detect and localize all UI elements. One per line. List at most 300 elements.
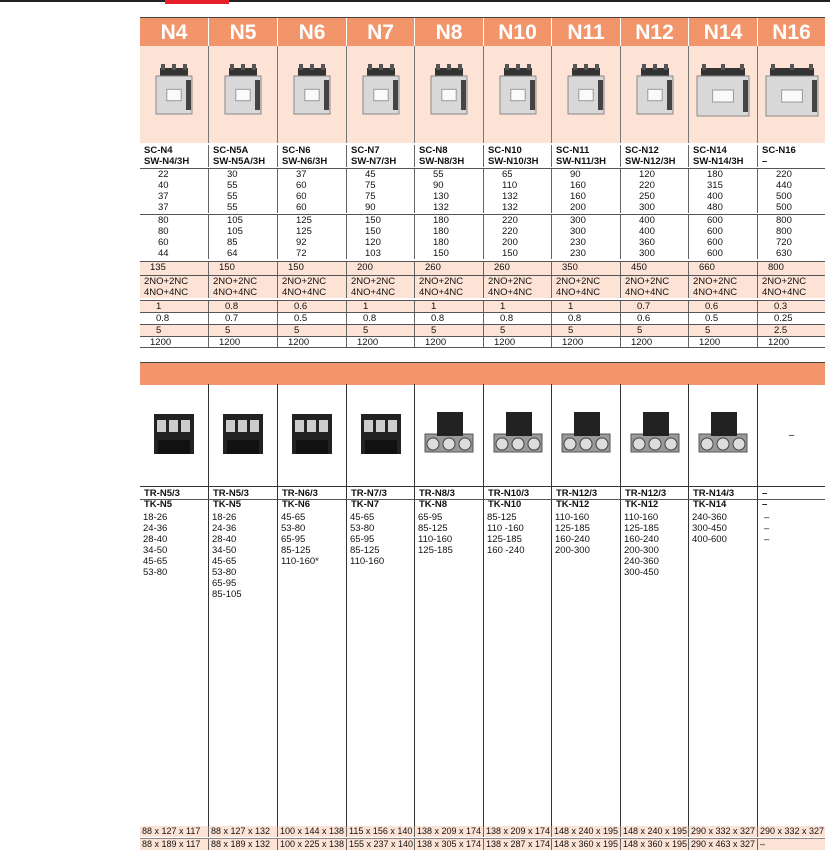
range-value: 45-65 [350,512,375,523]
aux-contact: 4NO+4NC [144,287,189,298]
model-name: TR-N14/3 [693,488,735,499]
aux-contact: 4NO+4NC [213,287,258,298]
aux-cell [414,276,483,298]
aux-contact: 2NO+2NC [625,276,670,287]
dimension-cell: 138 x 305 x 174 [414,839,483,850]
value-cell: 80 [158,226,169,237]
relay-photo-cell [208,384,277,486]
value-cell: 200 [346,262,414,275]
range-column [551,486,620,826]
model-name: SC-N8 [419,145,448,156]
row-divider [140,324,825,325]
row-divider [140,336,825,337]
table-bottom-rule [140,347,825,348]
value-cell: 220 [483,215,551,226]
model-name: SC-N14 [693,145,727,156]
frame-size-label: N11 [551,18,620,47]
value-cell: 44 [158,248,169,259]
range-value: 300-450 [692,523,727,534]
dimension-cell: 148 x 360 x 195 [620,839,688,850]
contactor-image [625,60,685,130]
aux-cell [483,276,551,298]
range-value: 45-65 [281,512,306,523]
value-cell: 150 [414,248,483,259]
value-cell: 125 [277,215,346,226]
value-cell: 300 [551,215,620,226]
value-cell: 55 [208,180,277,191]
value-cell: 0.6 [688,301,757,312]
value-row [140,169,825,180]
row-divider [140,168,825,169]
value-row [140,325,825,336]
dimension-cell: 88 x 127 x 117 [142,826,201,836]
value-cell: 150 [483,248,551,259]
value-cell: 720 [757,237,825,248]
model-name: – [762,499,768,510]
model-name: – [762,156,768,167]
range-value: 65-95 [350,534,375,545]
range-value: 160-240 [624,534,659,545]
contactor-photo-cell [414,46,483,143]
dimension-cell: 138 x 209 x 174 [414,826,483,837]
value-row [140,248,825,259]
range-column [688,486,757,826]
frame-size-label: N10 [483,18,551,47]
range-value: 28-40 [212,534,237,545]
aux-contact: 2NO+2NC [556,276,601,287]
value-cell: 350 [551,262,620,275]
relay-photo-row [140,384,825,486]
value-cell: 1200 [277,337,346,348]
range-value: 160-240 [555,534,590,545]
dimension-cell: 138 x 287 x 174 [483,839,551,850]
contactor-image [556,60,616,130]
aux-contact: 4NO+4NC [625,287,670,298]
relay-photo-cell [346,384,414,486]
relay-top-rule [140,486,825,487]
value-row [140,237,825,248]
dimension-cell: 88 x 127 x 132 [208,826,277,837]
range-value: 34-50 [212,545,237,556]
aux-contact: 2NO+2NC [144,276,189,287]
value-cell: 1200 [150,337,172,348]
value-cell: 480 [688,202,757,213]
range-value: 110-160 [350,556,385,567]
value-cell: 220 [757,169,825,180]
model-name: SC-N10 [488,145,522,156]
aux-cell [140,276,208,298]
value-cell: 200 [551,202,620,213]
dimensions-row-2 [140,838,825,850]
model-name: TR-N8/3 [419,488,455,499]
model-name: TR-N5/3 [144,488,180,499]
model-name: SW-N4/3H [144,156,190,167]
value-cell: 1 [156,301,162,312]
value-cell: 125 [277,226,346,237]
frame-size-label: N4 [160,20,188,44]
dimension-cell: 148 x 360 x 195 [551,839,620,850]
model-name: TR-N12/3 [556,488,598,499]
aux-cell [277,276,346,298]
model-cell [414,145,483,167]
frame-size-label: N14 [688,18,757,47]
value-cell: 64 [208,248,277,259]
row-divider [140,275,825,276]
value-cell: 1200 [414,337,483,348]
value-cell: 250 [620,191,688,202]
value-cell: 2.5 [757,325,825,336]
value-cell: 0.7 [620,301,688,312]
range-value: 85-125 [350,545,380,556]
model-cell [346,145,414,167]
value-cell: 150 [208,262,277,275]
value-row [140,226,825,237]
range-value: 110 -160 [487,523,524,534]
value-cell: 5 [156,325,162,336]
aux-contact: 4NO+4NC [762,287,807,298]
value-cell: 37 [158,191,169,202]
relay-image [625,400,685,470]
value-cell: 5 [346,325,414,336]
range-value: 65-95 [212,578,237,589]
relay-image [556,400,616,470]
range-value: 85-105 [212,589,242,600]
range-value: 34-50 [143,545,168,556]
dimension-cell: 115 x 156 x 140 [346,826,414,837]
aux-contact: 4NO+4NC [556,287,601,298]
value-row [140,215,825,226]
value-cell: 90 [414,180,483,191]
value-cell: 0.7 [208,313,277,324]
model-name: TK-N14 [693,499,727,510]
value-cell: 440 [757,180,825,191]
model-cell [757,145,825,167]
range-value: 24-36 [212,523,237,534]
model-name: – [762,488,768,499]
current-row [140,262,825,275]
range-value: 240-360 [624,556,659,567]
aux-cell [208,276,277,298]
value-cell: 5 [688,325,757,336]
value-cell: 400 [688,191,757,202]
model-cell [688,145,757,167]
aux-cell [551,276,620,298]
value-cell: 400 [620,226,688,237]
value-cell: 180 [414,215,483,226]
model-cell [277,145,346,167]
dimension-cell: 138 x 209 x 174 [483,826,551,837]
value-cell: 800 [757,262,825,275]
value-cell: 360 [620,237,688,248]
value-cell: 60 [277,202,346,213]
model-name: TK-N5 [144,499,172,510]
relay-image [419,400,479,470]
model-name: TR-N5/3 [213,488,249,499]
value-cell: 220 [620,180,688,191]
aux-cell [757,276,825,298]
range-value: 53-80 [143,567,168,578]
value-cell: 600 [688,215,757,226]
model-name: SC-N4 [144,145,173,156]
row-divider [140,312,825,313]
range-column [208,486,277,826]
value-cell: 5 [277,325,346,336]
aux-cell [346,276,414,298]
range-value: 240-360 [692,512,727,523]
model-name: TK-N12 [625,499,659,510]
contactor-photo-cell [277,46,346,143]
model-name: SC-N7 [351,145,380,156]
value-cell: 110 [483,180,551,191]
value-cell: 315 [688,180,757,191]
range-value: 300-450 [624,567,659,578]
dimension-cell: 100 x 225 x 138 [277,839,346,850]
model-name: TR-N7/3 [351,488,387,499]
relay-section-band [140,362,825,385]
range-value: 125-185 [487,534,522,545]
row-divider [140,214,825,215]
value-cell: 37 [158,202,169,213]
value-cell: 300 [551,226,620,237]
range-value: 85-125 [418,523,448,534]
photo-dash: – [788,429,795,441]
relay-photo-cell [620,384,688,486]
value-row [140,313,825,324]
value-cell: 150 [277,262,346,275]
value-cell: 220 [483,226,551,237]
range-column [277,486,346,826]
value-cell: 1 [483,301,551,312]
contactor-image [282,60,342,130]
contactor-model-row [140,145,825,167]
relay-image [488,400,548,470]
value-cell: 160 [551,191,620,202]
model-name: TK-N6 [282,499,310,510]
value-cell: 230 [551,237,620,248]
model-cell [208,145,277,167]
relay-photo-cell [277,384,346,486]
value-row [140,301,825,312]
range-value: 24-36 [143,523,168,534]
value-cell: 800 [757,226,825,237]
range-value: 110-160* [281,556,319,567]
model-name: TK-N10 [488,499,522,510]
model-cell [483,145,551,167]
value-cell: 135 [150,262,166,273]
value-cell: 600 [688,226,757,237]
range-value: 53-80 [350,523,375,534]
value-cell: 1 [551,301,620,312]
value-cell: 300 [620,202,688,213]
aux-contact: 2NO+2NC [488,276,533,287]
range-column [483,486,551,826]
value-cell: 75 [346,180,414,191]
contactor-photo-cell [346,46,414,143]
frame-size-label: N16 [757,18,825,47]
contactor-image [351,60,411,130]
value-cell: 1200 [620,337,688,348]
value-cell: 85 [208,237,277,248]
model-name: SW-N11/3H [556,156,606,167]
range-value: – [764,512,770,523]
contactor-photo-cell [208,46,277,143]
model-name: TK-N5 [213,499,241,510]
value-cell: 120 [620,169,688,180]
range-value: – [764,534,770,545]
value-cell: 72 [277,248,346,259]
dimension-cell: 290 x 463 x 327 [688,839,757,850]
contactor-image [144,60,204,130]
value-cell: 132 [483,191,551,202]
contactor-photo-cell [140,46,208,143]
aux-contact: 4NO+4NC [282,287,327,298]
model-name: SW-N8/3H [419,156,465,167]
relay-image [213,400,273,470]
value-cell: 0.6 [620,313,688,324]
relay-image [282,400,342,470]
model-name: SW-N6/3H [282,156,328,167]
value-cell: 0.6 [277,301,346,312]
top-rule [0,0,830,2]
value-cell: 132 [483,202,551,213]
model-name: SW-N7/3H [351,156,397,167]
value-cell: 400 [620,215,688,226]
value-cell: 120 [346,237,414,248]
contactor-image [213,60,273,130]
value-cell: 0.8 [346,313,414,324]
frame-size-label: N12 [620,18,688,47]
aux-contact: 2NO+2NC [762,276,807,287]
value-cell: 60 [277,180,346,191]
range-value: 110-160 [418,534,453,545]
value-cell: 200 [483,237,551,248]
range-value: 85-125 [487,512,517,523]
range-value: 28-40 [143,534,168,545]
aux-contact: 2NO+2NC [213,276,258,287]
range-value: 125-185 [555,523,590,534]
value-cell: 1 [414,301,483,312]
top-accent-bar [165,0,229,4]
model-name: SC-N16 [762,145,796,156]
value-cell: 5 [208,325,277,336]
value-cell: 60 [277,191,346,202]
value-cell: 55 [208,202,277,213]
model-name: TR-N6/3 [282,488,318,499]
model-cell [551,145,620,167]
value-cell: 500 [757,202,825,213]
relay-range-columns [140,486,825,826]
frame-size-header [140,17,825,47]
aux-contact: 2NO+2NC [419,276,464,287]
value-cell: 1200 [688,337,757,348]
frame-size-label: N6 [277,18,346,47]
value-cell: 5 [620,325,688,336]
value-cell: 260 [483,262,551,275]
value-cell: 90 [551,169,620,180]
model-name: SC-N11 [556,145,590,156]
model-name: TR-N12/3 [625,488,667,499]
dimension-cell: 100 x 144 x 138 [277,826,346,837]
dimension-cell: 155 x 237 x 140 [346,839,414,850]
value-cell: 55 [414,169,483,180]
range-value: 200-300 [624,545,659,556]
value-cell: 40 [158,180,169,191]
value-cell: 1200 [483,337,551,348]
range-value: 53-80 [281,523,306,534]
model-name: TR-N10/3 [488,488,530,499]
value-cell: 230 [551,248,620,259]
contactor-photo-cell [688,46,757,143]
value-cell: 180 [414,237,483,248]
range-value: 18-26 [143,512,168,523]
frame-size-label: N8 [414,18,483,47]
value-cell: 260 [414,262,483,275]
value-cell: 1200 [208,337,277,348]
value-cell: 5 [551,325,620,336]
aux-cell [620,276,688,298]
model-name: SW-N14/3H [693,156,744,167]
model-name: SC-N6 [282,145,311,156]
value-cell: 5 [414,325,483,336]
value-cell: 600 [688,248,757,259]
aux-contact: 2NO+2NC [282,276,327,287]
aux-contact: 4NO+4NC [351,287,396,298]
dimension-cell: – [757,839,825,850]
value-cell: 103 [346,248,414,259]
range-value: 160 -240 [487,545,525,556]
aux-contact: 4NO+4NC [488,287,533,298]
contactor-photo-cell [620,46,688,143]
range-column [140,486,208,826]
range-value: 65-95 [418,512,443,523]
relay-photo-cell [551,384,620,486]
range-value: 53-80 [212,567,237,578]
relay-photo-cell [483,384,551,486]
aux-contact: 4NO+4NC [419,287,464,298]
value-row [140,191,825,202]
value-cell: 92 [277,237,346,248]
value-cell: 0.5 [688,313,757,324]
range-value: 400-600 [692,534,727,545]
contactor-photo-row [140,46,825,143]
value-cell: 160 [551,180,620,191]
value-cell: 0.8 [483,313,551,324]
value-cell: 1200 [757,337,825,348]
model-name: TK-N7 [351,499,379,510]
relay-photo-cell [414,384,483,486]
value-cell: 1 [346,301,414,312]
aux-contact: 2NO+2NC [351,276,396,287]
value-cell: 0.8 [156,313,170,324]
dimension-cell: 88 x 189 x 117 [142,839,201,849]
range-value: – [764,523,770,534]
value-cell: 450 [620,262,688,275]
dimension-cell: 148 x 240 x 195 [551,826,620,837]
model-cell [140,145,208,167]
value-cell: 60 [158,237,169,248]
dimension-cell: 148 x 240 x 195 [620,826,688,837]
range-value: 125-185 [624,523,659,534]
value-cell: 75 [346,191,414,202]
range-value: 110-160 [555,512,590,523]
contactor-image [488,60,548,130]
frame-size-label: N7 [346,18,414,47]
relay-photo-cell [688,384,757,486]
relay-model-divider [140,499,825,500]
contactor-photo-cell [483,46,551,143]
value-cell: 0.25 [757,313,825,324]
dimension-cell: 88 x 189 x 132 [208,839,277,850]
